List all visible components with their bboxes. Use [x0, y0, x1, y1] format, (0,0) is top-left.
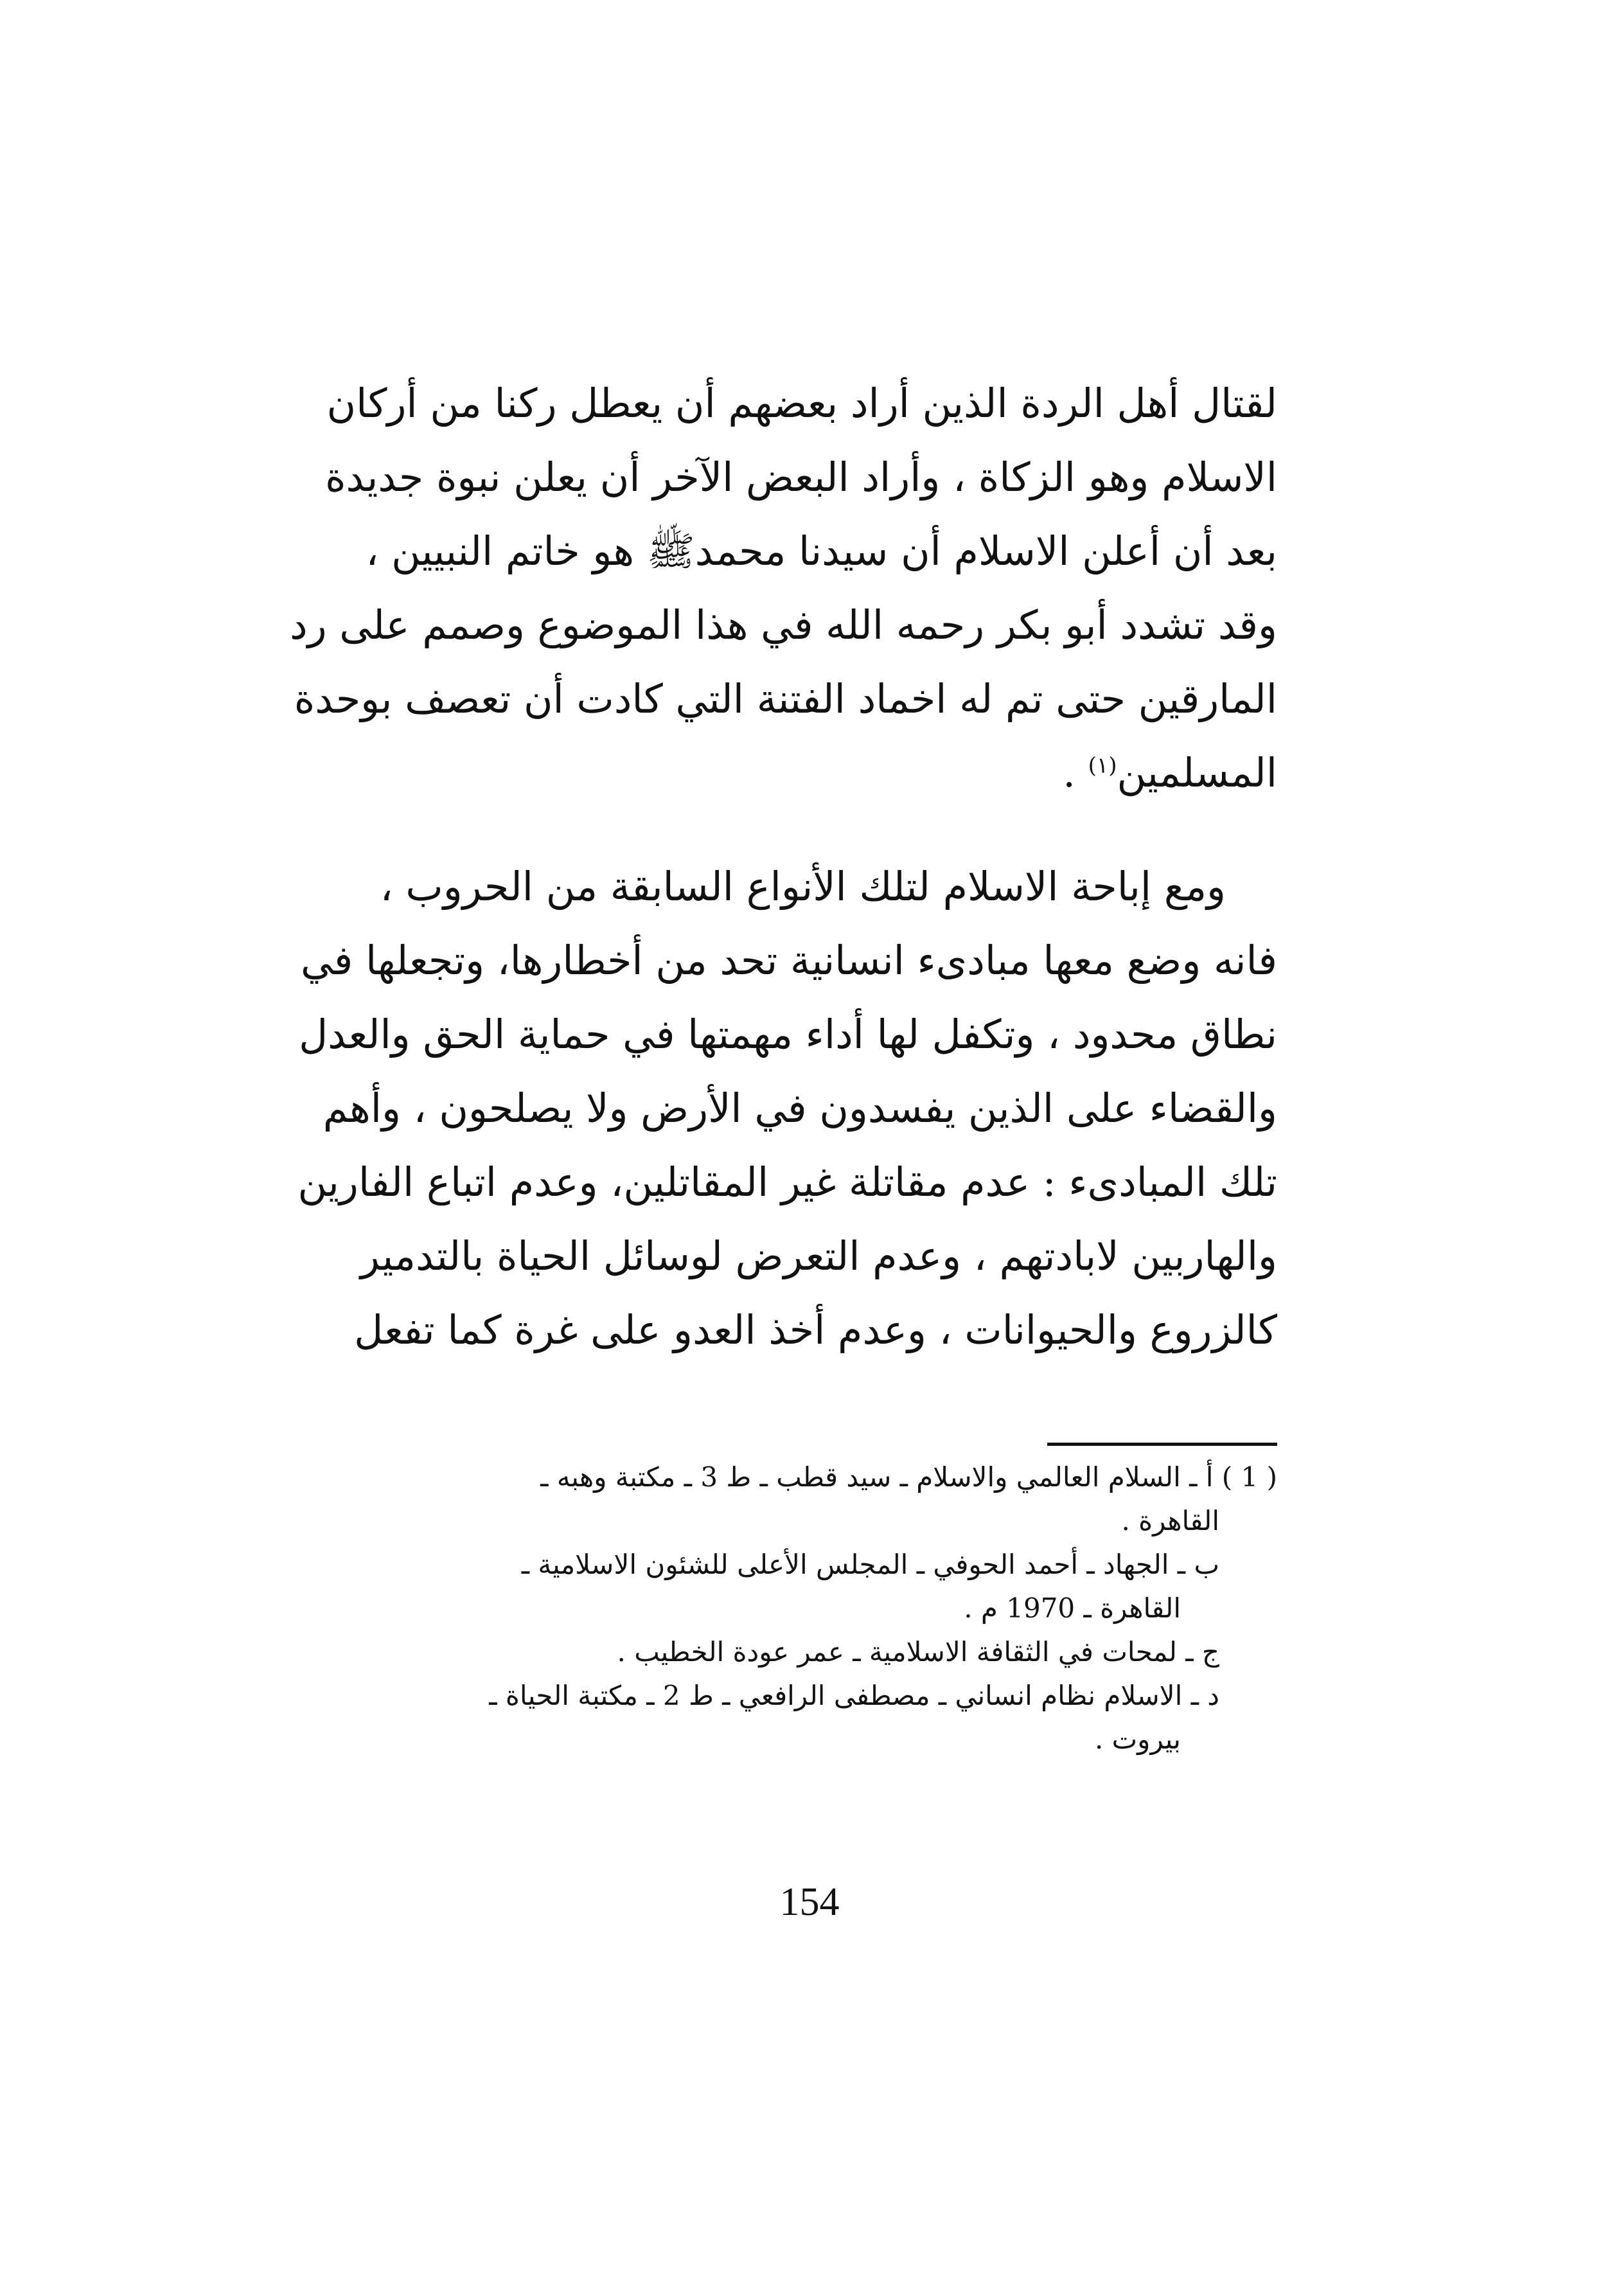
text-line: والهاربين لابادتهم ، وعدم التعرض لوسائل الحياة بالتدمير — [360, 1233, 1277, 1279]
body-text — [290, 366, 1277, 1367]
text-line: المارقين حتى تم له اخماد الفتنة التي كادت أن تعصف بوحدة — [294, 675, 1277, 722]
text-line: فانه وضع معها مبادىء انسانية تحد من أخطارها، وتجعلها في — [300, 937, 1277, 984]
footnote-line: ب ـ الجهاد ـ أحمد الحوفي ـ المجلس الأعلى للشئون الاسلامية ـ — [521, 1549, 1219, 1580]
footnote-marker: (١) — [1088, 752, 1117, 779]
text-line: والقضاء على الذين يفسدون في الأرض ولا يصلحون ، وأهم — [323, 1085, 1277, 1132]
text-line: لقتال أهل الردة الذين أراد بعضهم أن يعطل ركنا من أركان — [326, 380, 1277, 427]
text-line: تلك المبادىء : عدم مقاتلة غير المقاتلين، وعدم اتباع الفارين — [297, 1159, 1277, 1206]
footnote-line: بيروت . — [1094, 1723, 1181, 1755]
text-line: بعد أن أعلن الاسلام أن سيدنا محمدﷺ هو خاتم النبيين ، — [366, 528, 1277, 574]
text-line: ومع إباحة الاسلام لتلك الأنواع السابقة من الحروب ، — [380, 863, 1226, 910]
text-line: كالزروع والحيوانات ، وعدم أخذ العدو على غرة كما تفعل — [354, 1306, 1277, 1353]
last-word-end: . — [1063, 749, 1088, 796]
footnotes — [352, 1455, 1277, 1761]
text-line: الاسلام وهو الزكاة ، وأراد البعض الآخر أن يعلن نبوة جديدة — [325, 454, 1277, 501]
text-line: وقد تشدد أبو بكر رحمه الله في هذا الموضوع وصمم على رد — [290, 601, 1277, 648]
footnote-line: القاهرة . — [1121, 1505, 1219, 1536]
footnote-line: د ـ الاسلام نظام انساني ـ مصطفى الرافعي ـ ط 2 ـ مكتبة الحياة ـ — [489, 1680, 1219, 1711]
footnote-line: ( 1 ) أ ـ السلام العالمي والاسلام ـ سيد قطب ـ ط 3 ـ مكتبة وهبه ـ — [540, 1461, 1277, 1493]
page-number: 154 — [779, 1880, 840, 1924]
text-line-last — [352, 736, 1277, 810]
footnote-divider — [1047, 1443, 1277, 1446]
footnote-line: القاهرة ـ 1970 م . — [964, 1592, 1181, 1624]
footnote-line: ج ـ لمحات في الثقافة الاسلامية ـ عمر عودة الخطيب . — [617, 1636, 1219, 1668]
text-line: نطاق محدود ، وتكفل لها أداء مهمتها في حماية الحق والعدل — [299, 1011, 1277, 1058]
last-word: المسلمين — [1117, 749, 1277, 796]
paragraph-gap — [352, 810, 1277, 850]
